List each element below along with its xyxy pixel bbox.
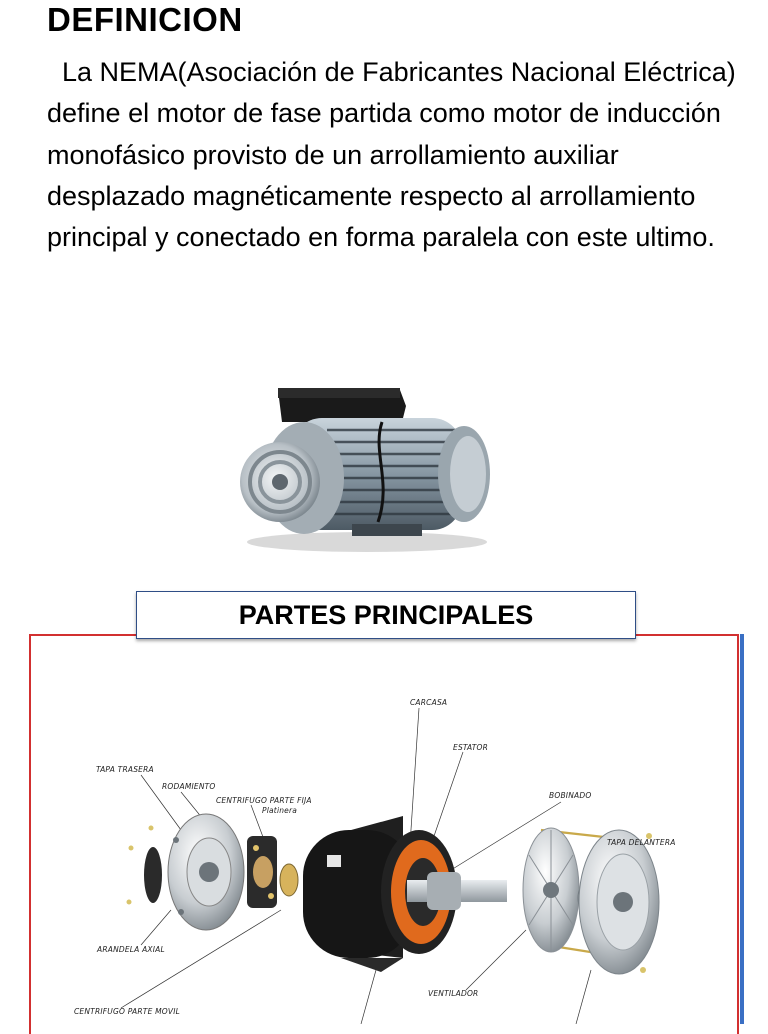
section-title: PARTES PRINCIPALES [238,599,534,630]
label-centrifugo-fija: CENTRIFUGO PARTE FIJA [216,796,312,805]
label-rodamiento: RODAMIENTO [162,782,216,791]
label-carcasa: CARCASA [410,698,448,707]
label-bobinado: BOBINADO [549,791,592,800]
page-title: DEFINICION [47,1,243,38]
frame-accent [740,634,744,1024]
label-tapa-trasera: TAPA TRASERA [96,765,154,774]
label-arandela-axial: ARANDELA AXIAL [97,945,165,954]
section-heading-box [136,591,636,639]
label-tapa-delantera: TAPA DELANTERA [607,838,676,847]
label-centrifugo-movil: CENTRIFUGO PARTE MOVIL [74,1007,180,1016]
motor-photo [232,382,494,554]
definition-paragraph: La NEMA(Asociación de Fabricantes Nacional Eléctrica) define el motor de fase partida como motor de inducción monofásico provisto de un arrollamiento auxiliar desplazado magnéticamente respecto al arrollamiento principal y conectado en forma paralela con este ultimo. [47,57,744,253]
label-platinera: Platinera [262,806,298,815]
label-ventilador: VENTILADOR [428,989,479,998]
exploded-motor-diagram [31,640,737,1024]
label-estator: ESTATOR [453,743,489,752]
